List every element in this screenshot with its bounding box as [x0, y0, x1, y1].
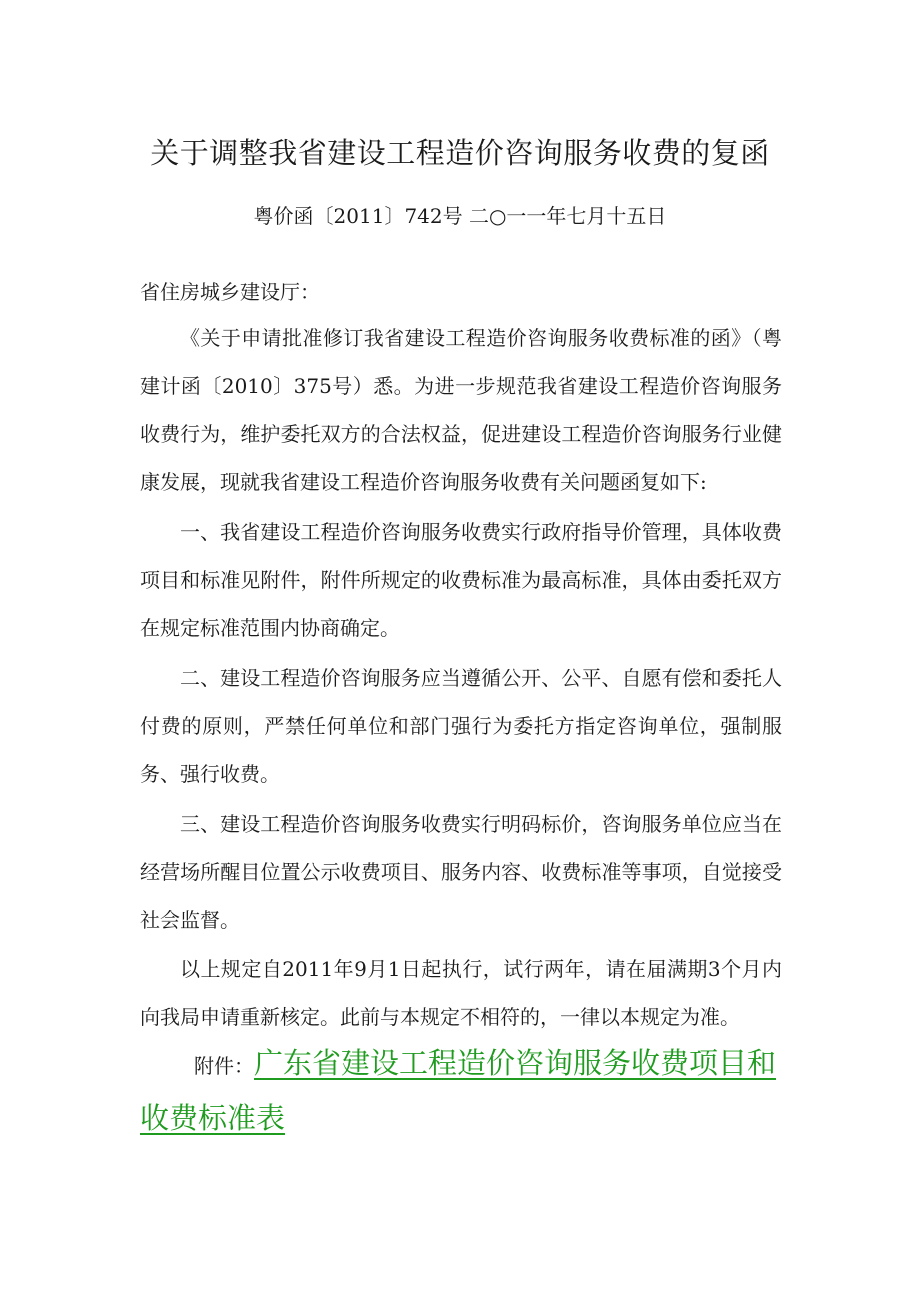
paragraph-effective-date: 以上规定自2011年9月1日起执行，试行两年，请在届满期3个月内向我局申请重新核定。此前与本规定不相符的，一律以本规定为准。: [140, 957, 782, 1029]
paragraph-item-3: 三、建设工程造价咨询服务收费实行明码标价，咨询服务单位应当在经营场所醒目位置公示收费项目、服务内容、收费标准等事项，自觉接受社会监督。: [140, 812, 782, 932]
attachment-label: 附件：: [194, 1054, 254, 1078]
salutation: 省住房城乡建设厅：: [140, 280, 320, 304]
attachment-link[interactable]: 广东省建设工程造价咨询服务收费项目和收费标准表: [140, 1046, 777, 1135]
attachment-line: [140, 1038, 785, 1148]
paragraph-intro: 《关于申请批准修订我省建设工程造价咨询服务收费标准的函》（粤建计函〔2010〕375号）悉。为进一步规范我省建设工程造价咨询服务收费行为，维护委托双方的合法权益，促进建设工程造价咨询服务行业健康发展，现就我省建设工程造价咨询服务收费有关问题函复如下:: [140, 326, 782, 494]
paragraph-item-2: 二、建设工程造价咨询服务应当遵循公开、公平、自愿有偿和委托人付费的原则，严禁任何单位和部门强行为委托方指定咨询单位，强制服务、强行收费。: [140, 666, 782, 786]
paragraph-item-1: 一、我省建设工程造价咨询服务收费实行政府指导价管理，具体收费项目和标准见附件，附件所规定的收费标准为最高标准，具体由委托双方在规定标准范围内协商确定。: [140, 520, 782, 640]
document-reference: 粤价函〔2011〕742号 二○一一年七月十五日: [253, 204, 667, 228]
document-title: 关于调整我省建设工程造价咨询服务收费的复函: [150, 136, 770, 170]
